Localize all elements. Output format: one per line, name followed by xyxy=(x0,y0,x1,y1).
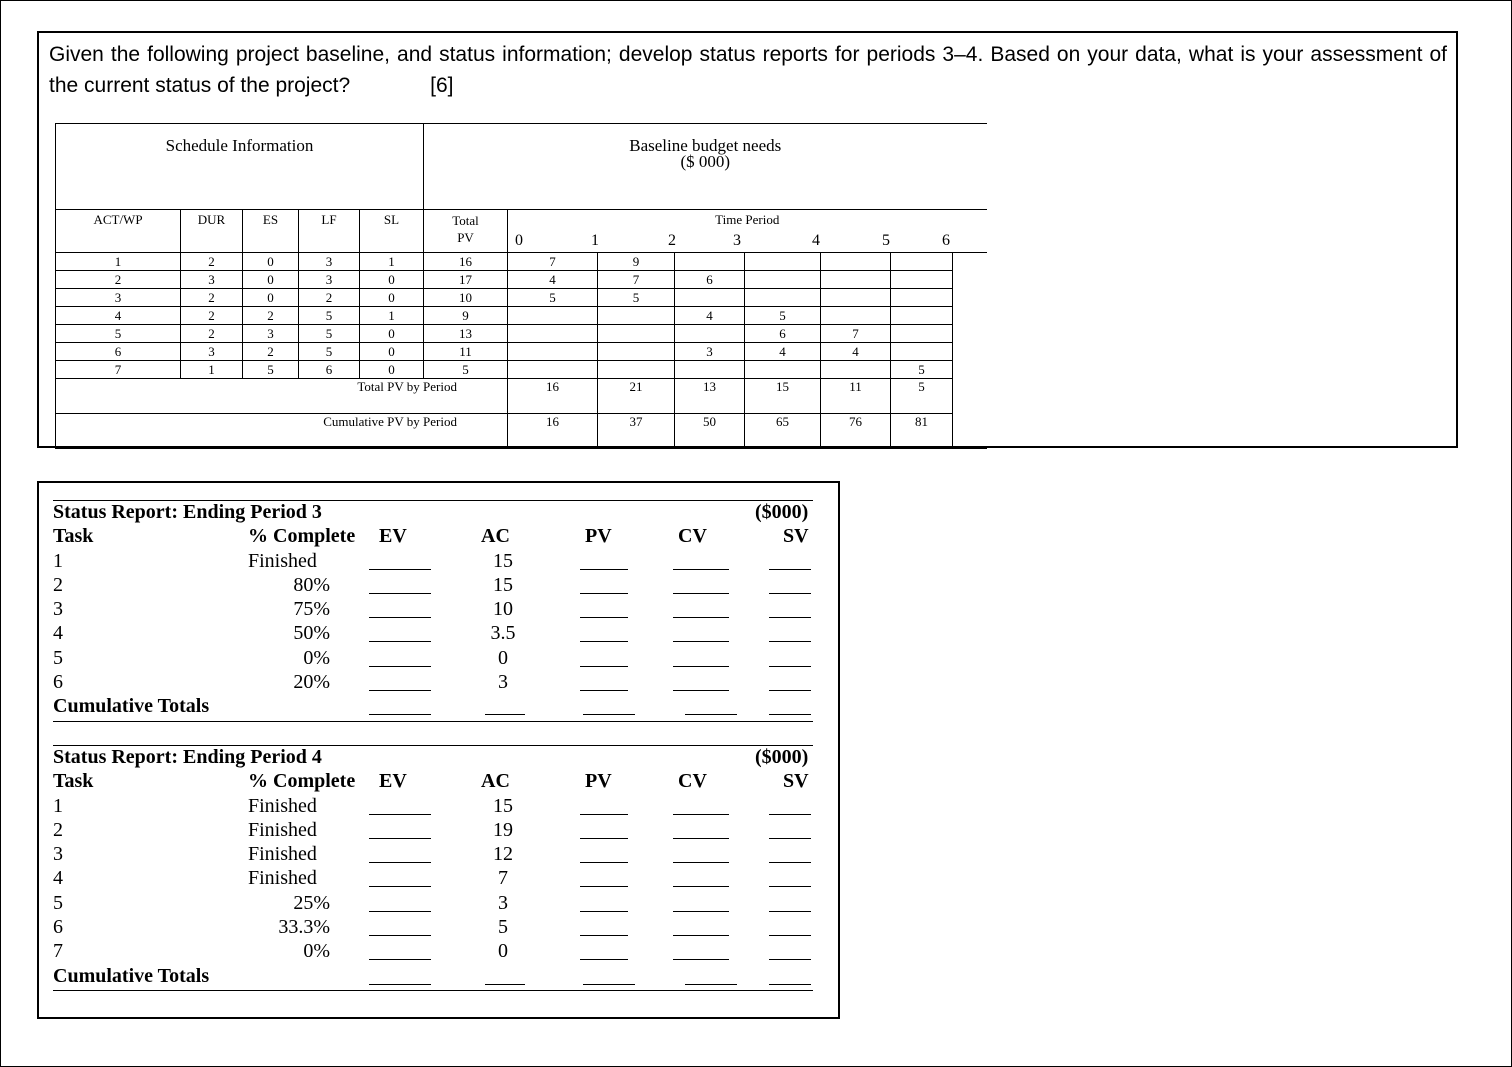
task-number: 6 xyxy=(53,671,63,694)
baseline-period-cell xyxy=(891,343,953,361)
pv-answer-blank[interactable] xyxy=(580,666,628,667)
cv-answer-blank[interactable] xyxy=(673,814,729,815)
status-report-period-4 xyxy=(53,745,813,988)
task-number: 2 xyxy=(53,573,63,596)
pv-answer-blank[interactable] xyxy=(580,593,628,594)
baseline-row xyxy=(56,361,987,379)
question-marks: [6] xyxy=(430,74,454,97)
report-unit: ($000) xyxy=(755,746,809,768)
baseline-cell-lf: 2 xyxy=(299,289,360,307)
column-header-ac: AC xyxy=(481,770,510,793)
cumulative-pv-cell: 37 xyxy=(598,414,675,449)
baseline-cell-act: 4 xyxy=(56,307,181,325)
baseline-period-cell xyxy=(891,289,953,307)
cv-answer-blank[interactable] xyxy=(673,959,729,960)
percent-complete: Finished xyxy=(248,867,317,890)
baseline-cell-sl: 1 xyxy=(360,307,424,325)
period-1: 1 xyxy=(591,232,599,249)
schedule-info-header: Schedule Information xyxy=(56,124,424,210)
sv-answer-blank[interactable] xyxy=(769,666,811,667)
baseline-row xyxy=(56,253,987,271)
pv-answer-blank[interactable] xyxy=(580,886,628,887)
baseline-period-cell: 3 xyxy=(675,343,745,361)
baseline-period-cell xyxy=(745,253,821,271)
baseline-cell-es: 2 xyxy=(243,307,299,325)
baseline-cell-es: 0 xyxy=(243,271,299,289)
ev-answer-blank[interactable] xyxy=(369,838,431,839)
cv-answer-blank[interactable] xyxy=(673,641,729,642)
percent-complete: 80% xyxy=(293,573,330,596)
col-act-wp: ACT/WP xyxy=(56,210,181,253)
sv-answer-blank[interactable] xyxy=(769,617,811,618)
baseline-table xyxy=(55,123,987,449)
baseline-cell-sl: 0 xyxy=(360,289,424,307)
baseline-cell-lf: 3 xyxy=(299,253,360,271)
baseline-period-cell: 4 xyxy=(675,307,745,325)
sv-answer-blank[interactable] xyxy=(769,862,811,863)
percent-complete: Finished xyxy=(248,549,317,572)
cv-answer-blank[interactable] xyxy=(673,862,729,863)
pv-answer-blank[interactable] xyxy=(580,862,628,863)
pv-answer-blank[interactable] xyxy=(580,617,628,618)
actual-cost: 3.5 xyxy=(490,622,516,645)
baseline-cell-act: 7 xyxy=(56,361,181,379)
total-pv-label: Total PV by Period xyxy=(56,379,508,414)
sv-answer-blank[interactable] xyxy=(769,569,811,570)
sv-answer-blank[interactable] xyxy=(769,935,811,936)
sv-answer-blank[interactable] xyxy=(769,838,811,839)
cv-answer-blank[interactable] xyxy=(673,886,729,887)
baseline-cell-dur: 2 xyxy=(181,253,243,271)
percent-complete: Finished xyxy=(248,794,317,817)
baseline-cell-sl: 0 xyxy=(360,343,424,361)
baseline-period-cell: 4 xyxy=(745,343,821,361)
column-header-pv: PV xyxy=(585,525,612,548)
baseline-cell-act: 3 xyxy=(56,289,181,307)
budget-header: Baseline budget needs ($ 000) xyxy=(424,124,987,210)
baseline-period-cell xyxy=(891,271,953,289)
baseline-period-cell xyxy=(745,289,821,307)
baseline-period-cell xyxy=(675,289,745,307)
task-number: 2 xyxy=(53,818,63,841)
baseline-cell-pv: 5 xyxy=(424,361,508,379)
pv-total-blank[interactable] xyxy=(583,984,635,985)
column-header-task: Task xyxy=(53,770,94,793)
task-number: 3 xyxy=(53,843,63,866)
col-lf: LF xyxy=(299,210,360,253)
report-unit: ($000) xyxy=(755,501,809,523)
baseline-period-cell xyxy=(891,325,953,343)
baseline-period-cell xyxy=(821,361,891,379)
ac-total-blank[interactable] xyxy=(485,984,525,985)
baseline-period-cell: 6 xyxy=(745,325,821,343)
actual-cost: 0 xyxy=(498,646,508,669)
cumulative-pv-cell: 16 xyxy=(508,414,598,449)
cumulative-pv-cell: 76 xyxy=(821,414,891,449)
pv-total-blank[interactable] xyxy=(583,714,635,715)
baseline-period-cell: 4 xyxy=(821,343,891,361)
baseline-cell-dur: 3 xyxy=(181,271,243,289)
baseline-period-cell xyxy=(675,325,745,343)
ac-total-blank[interactable] xyxy=(485,714,525,715)
cumulative-pv-cell: 81 xyxy=(891,414,953,449)
ev-answer-blank[interactable] xyxy=(369,569,431,570)
baseline-period-cell xyxy=(675,361,745,379)
total-pv-cell: 21 xyxy=(598,379,675,414)
sv-total-blank[interactable] xyxy=(769,714,811,715)
col-es: ES xyxy=(243,210,299,253)
baseline-period-cell: 4 xyxy=(508,271,598,289)
period-2: 2 xyxy=(668,232,676,249)
cumulative-totals-label: Cumulative Totals xyxy=(53,964,210,987)
column-header-sv: SV xyxy=(783,525,809,548)
total-pv-cell: 13 xyxy=(675,379,745,414)
percent-complete: 20% xyxy=(293,671,330,694)
col-sl: SL xyxy=(360,210,424,253)
pv-answer-blank[interactable] xyxy=(580,569,628,570)
baseline-period-cell xyxy=(508,343,598,361)
col-dur: DUR xyxy=(181,210,243,253)
question-box xyxy=(37,31,1458,448)
baseline-row xyxy=(56,343,987,361)
percent-complete: 0% xyxy=(303,940,330,963)
actual-cost: 15 xyxy=(493,794,513,817)
cumulative-pv-cell: 65 xyxy=(745,414,821,449)
baseline-cell-act: 1 xyxy=(56,253,181,271)
task-number: 5 xyxy=(53,891,63,914)
sv-answer-blank[interactable] xyxy=(769,593,811,594)
task-number: 5 xyxy=(53,646,63,669)
cv-answer-blank[interactable] xyxy=(673,690,729,691)
actual-cost: 10 xyxy=(493,598,513,621)
time-period-header: Time Period 0 1 2 3 4 5 6 xyxy=(508,210,987,253)
question-text xyxy=(49,39,1447,101)
ev-total-blank[interactable] xyxy=(369,714,431,715)
actual-cost: 5 xyxy=(498,916,508,939)
baseline-period-cell xyxy=(891,307,953,325)
baseline-cell-dur: 2 xyxy=(181,307,243,325)
ev-answer-blank[interactable] xyxy=(369,641,431,642)
ev-answer-blank[interactable] xyxy=(369,959,431,960)
cumulative-pv-cell: 50 xyxy=(675,414,745,449)
ev-total-blank[interactable] xyxy=(369,984,431,985)
period-5: 5 xyxy=(882,232,890,249)
baseline-period-cell xyxy=(508,307,598,325)
total-pv-cell: 16 xyxy=(508,379,598,414)
column-header-pv: PV xyxy=(585,770,612,793)
baseline-cell-pv: 9 xyxy=(424,307,508,325)
baseline-cell-pv: 17 xyxy=(424,271,508,289)
pv-answer-blank[interactable] xyxy=(580,690,628,691)
total-pv-cell: 15 xyxy=(745,379,821,414)
col-total-pv: Total PV xyxy=(424,210,508,253)
baseline-cell-lf: 3 xyxy=(299,271,360,289)
baseline-cell-es: 5 xyxy=(243,361,299,379)
sv-answer-blank[interactable] xyxy=(769,911,811,912)
status-report-period-3 xyxy=(53,500,813,719)
ev-answer-blank[interactable] xyxy=(369,617,431,618)
column-header-cv: CV xyxy=(678,525,707,548)
baseline-period-cell xyxy=(598,325,675,343)
baseline-cell-dur: 2 xyxy=(181,325,243,343)
baseline-period-cell xyxy=(821,271,891,289)
baseline-cell-sl: 0 xyxy=(360,325,424,343)
report-title: Status Report: Ending Period 4 xyxy=(53,746,322,768)
ev-answer-blank[interactable] xyxy=(369,814,431,815)
baseline-cell-dur: 3 xyxy=(181,343,243,361)
pv-answer-blank[interactable] xyxy=(580,935,628,936)
percent-complete: Finished xyxy=(248,818,317,841)
baseline-cell-es: 2 xyxy=(243,343,299,361)
pv-answer-blank[interactable] xyxy=(580,911,628,912)
question-body: Given the following project baseline, and status information; develop status reports for periods 3–4. Based on your data, what is your assessment of the current status of the project? xyxy=(49,43,1447,97)
baseline-row xyxy=(56,325,987,343)
task-number: 7 xyxy=(53,940,63,963)
baseline-period-cell: 6 xyxy=(675,271,745,289)
baseline-cell-act: 6 xyxy=(56,343,181,361)
baseline-period-cell xyxy=(598,361,675,379)
baseline-cell-dur: 2 xyxy=(181,289,243,307)
baseline-period-cell xyxy=(598,307,675,325)
baseline-cell-pv: 16 xyxy=(424,253,508,271)
sv-answer-blank[interactable] xyxy=(769,641,811,642)
sv-answer-blank[interactable] xyxy=(769,814,811,815)
percent-complete: Finished xyxy=(248,843,317,866)
baseline-cell-sl: 0 xyxy=(360,271,424,289)
cv-answer-blank[interactable] xyxy=(673,935,729,936)
sv-answer-blank[interactable] xyxy=(769,959,811,960)
baseline-period-cell: 5 xyxy=(598,289,675,307)
ev-answer-blank[interactable] xyxy=(369,690,431,691)
task-number: 6 xyxy=(53,916,63,939)
baseline-cell-act: 2 xyxy=(56,271,181,289)
baseline-period-cell: 7 xyxy=(508,253,598,271)
period-3: 3 xyxy=(733,232,741,249)
pv-answer-blank[interactable] xyxy=(580,838,628,839)
cv-answer-blank[interactable] xyxy=(673,569,729,570)
percent-complete: 50% xyxy=(293,622,330,645)
column-header-ev: EV xyxy=(379,770,407,793)
percent-complete: 33.3% xyxy=(278,916,330,939)
column-header-ac: AC xyxy=(481,525,510,548)
column-header-ev: EV xyxy=(379,525,407,548)
baseline-cell-act: 5 xyxy=(56,325,181,343)
baseline-cell-lf: 5 xyxy=(299,325,360,343)
column-header-pct: % Complete xyxy=(248,770,356,793)
baseline-period-cell xyxy=(821,289,891,307)
actual-cost: 15 xyxy=(493,549,513,572)
actual-cost: 3 xyxy=(498,671,508,694)
baseline-period-cell: 5 xyxy=(745,307,821,325)
pv-answer-blank[interactable] xyxy=(580,959,628,960)
sv-total-blank[interactable] xyxy=(769,984,811,985)
baseline-cell-es: 3 xyxy=(243,325,299,343)
sv-answer-blank[interactable] xyxy=(769,690,811,691)
task-number: 4 xyxy=(53,622,63,645)
baseline-row xyxy=(56,271,987,289)
task-number: 1 xyxy=(53,794,63,817)
report-title: Status Report: Ending Period 3 xyxy=(53,501,322,523)
baseline-period-cell: 5 xyxy=(508,289,598,307)
pv-answer-blank[interactable] xyxy=(580,641,628,642)
cv-answer-blank[interactable] xyxy=(673,838,729,839)
ev-answer-blank[interactable] xyxy=(369,935,431,936)
baseline-cell-lf: 5 xyxy=(299,307,360,325)
baseline-cell-es: 0 xyxy=(243,289,299,307)
baseline-cell-pv: 10 xyxy=(424,289,508,307)
task-number: 3 xyxy=(53,598,63,621)
percent-complete: 25% xyxy=(293,891,330,914)
period-6: 6 xyxy=(942,232,950,249)
baseline-cell-sl: 1 xyxy=(360,253,424,271)
baseline-period-cell: 7 xyxy=(821,325,891,343)
cv-answer-blank[interactable] xyxy=(673,617,729,618)
column-header-cv: CV xyxy=(678,770,707,793)
total-pv-cell: 11 xyxy=(821,379,891,414)
period-4: 4 xyxy=(812,232,820,249)
baseline-row xyxy=(56,289,987,307)
percent-complete: 0% xyxy=(303,646,330,669)
baseline-row xyxy=(56,307,987,325)
pv-answer-blank[interactable] xyxy=(580,814,628,815)
baseline-cell-pv: 13 xyxy=(424,325,508,343)
ev-answer-blank[interactable] xyxy=(369,666,431,667)
cv-answer-blank[interactable] xyxy=(673,666,729,667)
baseline-cell-dur: 1 xyxy=(181,361,243,379)
actual-cost: 12 xyxy=(493,843,513,866)
baseline-period-cell: 9 xyxy=(598,253,675,271)
ev-answer-blank[interactable] xyxy=(369,886,431,887)
baseline-period-cell xyxy=(821,253,891,271)
task-number: 1 xyxy=(53,549,63,572)
sv-answer-blank[interactable] xyxy=(769,886,811,887)
column-header-sv: SV xyxy=(783,770,809,793)
baseline-cell-pv: 11 xyxy=(424,343,508,361)
baseline-period-cell xyxy=(891,253,953,271)
cv-total-blank[interactable] xyxy=(685,714,737,715)
actual-cost: 3 xyxy=(498,891,508,914)
baseline-period-cell xyxy=(598,343,675,361)
actual-cost: 7 xyxy=(498,867,508,890)
baseline-period-cell xyxy=(508,361,598,379)
baseline-cell-lf: 6 xyxy=(299,361,360,379)
baseline-period-cell xyxy=(821,307,891,325)
baseline-cell-lf: 5 xyxy=(299,343,360,361)
baseline-period-cell xyxy=(675,253,745,271)
ev-answer-blank[interactable] xyxy=(369,862,431,863)
ev-answer-blank[interactable] xyxy=(369,911,431,912)
baseline-period-cell xyxy=(745,271,821,289)
baseline-period-cell: 7 xyxy=(598,271,675,289)
cumulative-totals-label: Cumulative Totals xyxy=(53,695,210,718)
percent-complete: 75% xyxy=(293,598,330,621)
period-0: 0 xyxy=(515,232,523,249)
actual-cost: 0 xyxy=(498,940,508,963)
baseline-period-cell: 5 xyxy=(891,361,953,379)
baseline-cell-sl: 0 xyxy=(360,361,424,379)
cv-answer-blank[interactable] xyxy=(673,593,729,594)
actual-cost: 15 xyxy=(493,573,513,596)
baseline-cell-es: 0 xyxy=(243,253,299,271)
task-number: 4 xyxy=(53,867,63,890)
total-pv-cell: 5 xyxy=(891,379,953,414)
baseline-period-cell xyxy=(745,361,821,379)
status-reports-box xyxy=(37,481,840,1019)
column-header-pct: % Complete xyxy=(248,525,356,548)
column-header-task: Task xyxy=(53,525,94,548)
ev-answer-blank[interactable] xyxy=(369,593,431,594)
cumulative-pv-label: Cumulative PV by Period xyxy=(56,414,508,449)
actual-cost: 19 xyxy=(493,818,513,841)
cv-total-blank[interactable] xyxy=(685,984,737,985)
baseline-period-cell xyxy=(508,325,598,343)
cv-answer-blank[interactable] xyxy=(673,911,729,912)
